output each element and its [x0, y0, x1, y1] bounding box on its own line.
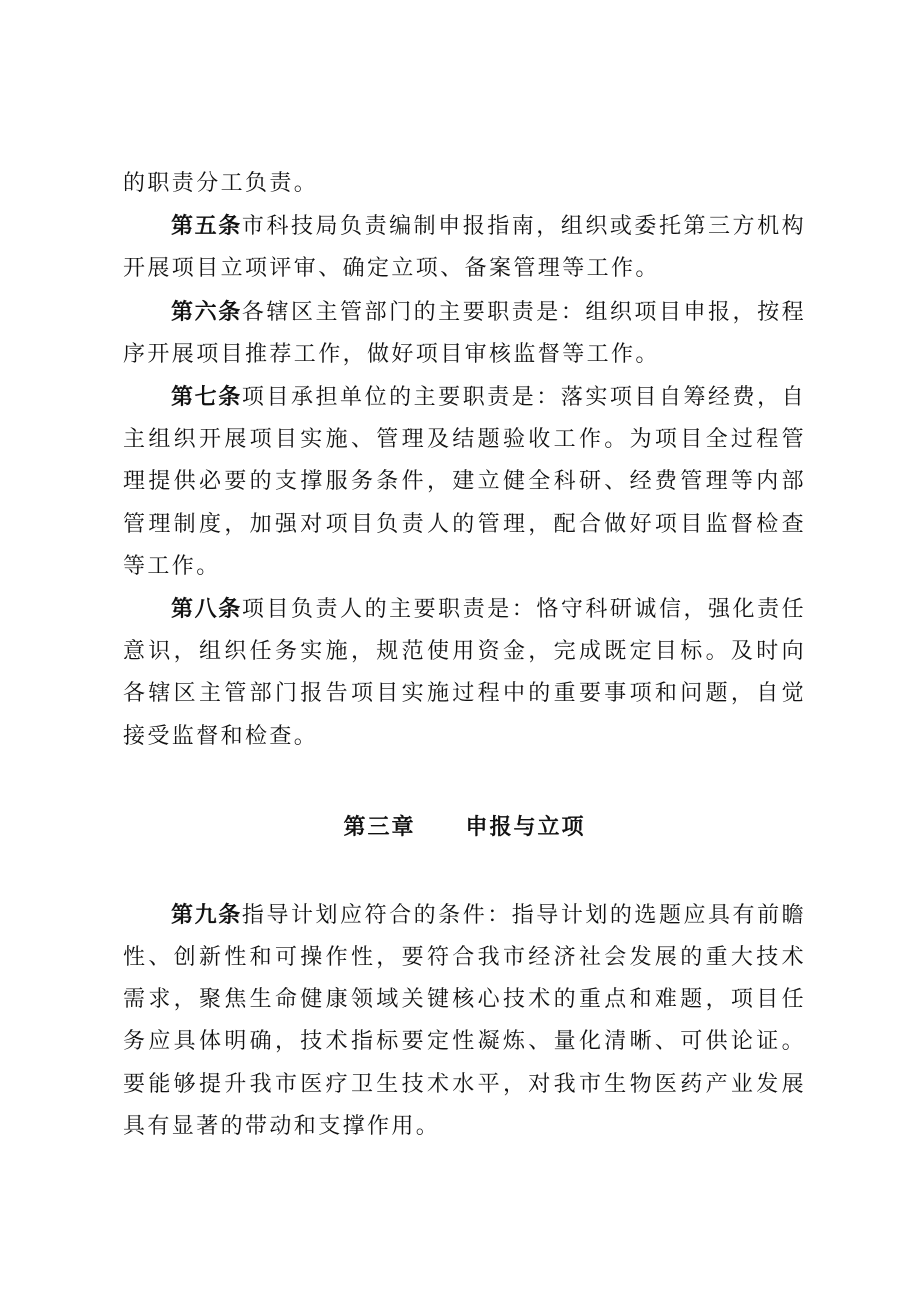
chapter-heading	[123, 806, 806, 848]
article-text: 项目负责人的主要职责是：恪守科研诚信，强化责任意识，组织任务实施，规范使用资金，完成既定目标。及时向各辖区主管部门报告项目实施过程中的重要事项和问题，自觉接受监督和检查。	[123, 597, 806, 749]
continuation-paragraph	[123, 163, 806, 205]
article-5	[123, 205, 806, 290]
article-number: 第六条	[171, 298, 242, 325]
article-text: 项目承担单位的主要职责是：落实项目自筹经费，自主组织开展项目实施、管理及结题验收工作。为项目全过程管理提供必要的支撑服务条件，建立健全科研、经费管理等内部管理制度，加强对项目负责人的管理，配合做好项目监督检查等工作。	[123, 385, 806, 579]
article-number: 第五条	[171, 213, 242, 240]
article-text: 各辖区主管部门的主要职责是：组织项目申报，按程序开展项目推荐工作，做好项目审核监督等工作。	[123, 299, 806, 367]
article-text: 指导计划应符合的条件：指导计划的选题应具有前瞻性、创新性和可操作性，要符合我市经济社会发展的重大技术需求，聚焦生命健康领域关键核心技术的重点和难题，项目任务应具体明确，技术指标要定性凝炼、量化清晰、可供论证。要能够提升我市医疗卫生技术水平，对我市生物医药产业发展具有显著的带动和支撑作用。	[123, 902, 806, 1139]
article-9	[123, 894, 806, 1148]
article-number: 第八条	[171, 596, 242, 623]
article-6	[123, 291, 806, 376]
document-page	[123, 163, 806, 1148]
continuation-text: 的职责分工负责。	[123, 171, 319, 196]
article-number: 第七条	[171, 384, 242, 411]
chapter-number: 第三章	[343, 813, 416, 840]
chapter-title: 申报与立项	[465, 813, 586, 840]
article-text: 市科技局负责编制申报指南，组织或委托第三方机构开展项目立项评审、确定立项、备案管理等工作。	[123, 214, 806, 282]
article-8	[123, 588, 806, 758]
article-number: 第九条	[171, 901, 242, 928]
article-7	[123, 376, 806, 588]
